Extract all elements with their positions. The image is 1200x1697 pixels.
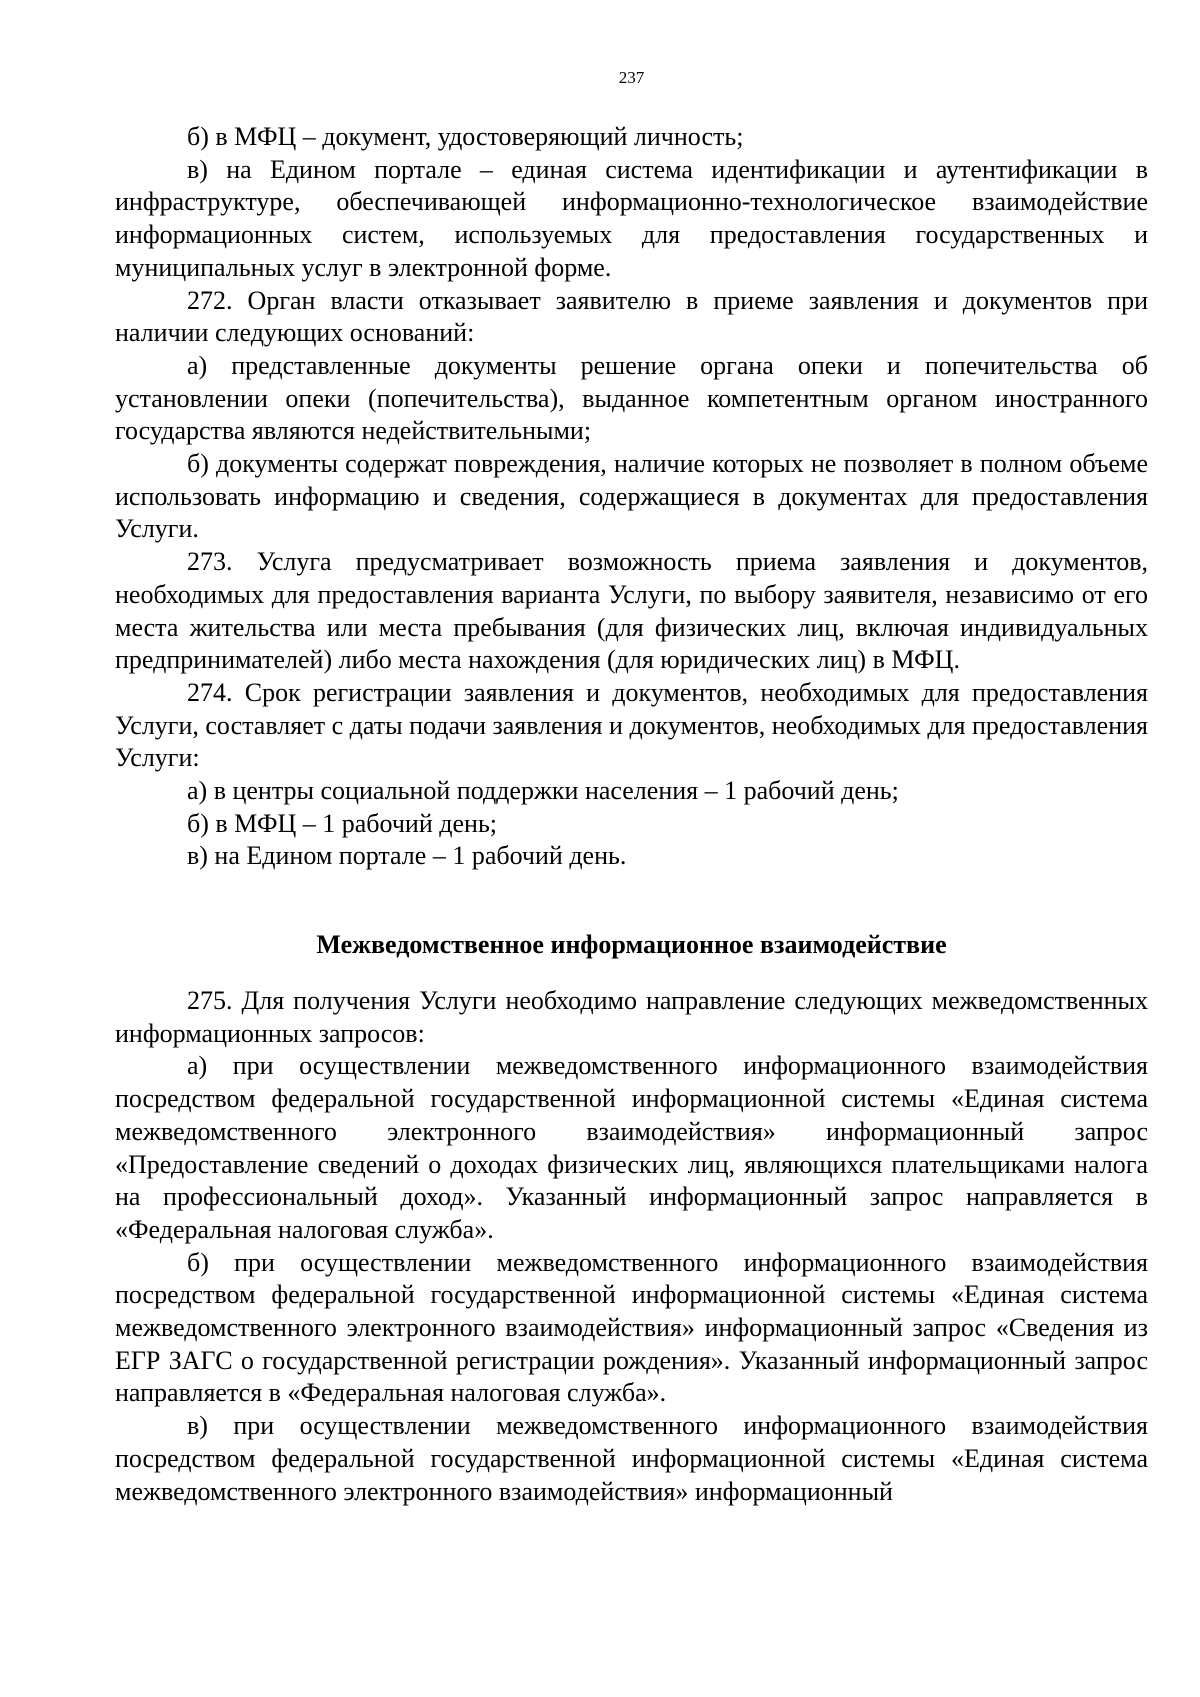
paragraph: б) при осуществлении межведомственного информационного взаимодействия посредством федеральной государственной информационной системы «Единая система межведомственного электронного взаимодействия» информационный запрос «Сведения из ЕГР ЗАГС о государственной регистрации рождения». Указанный информационный запрос направляется в «Федеральная налоговая служба». [115, 1247, 1148, 1408]
paragraph: 275. Для получения Услуги необходимо направление следующих межведомственных информационных запросов: [115, 986, 1148, 1048]
text-block-top [115, 121, 1148, 873]
text-block-bottom [115, 985, 1148, 1508]
paragraph: а) в центры социальной поддержки населения – 1 рабочий день; [187, 776, 899, 806]
paragraph: в) на Едином портале – 1 рабочий день. [187, 841, 627, 871]
paragraph: а) представленные документы решение органа опеки и попечительства об установлении опеки (попечительства), выданное компетентным органом иностранного государства являются недействительными; [115, 350, 1148, 446]
paragraph: б) документы содержат повреждения, наличие которых не позволяет в полном объеме использовать информацию и сведения, содержащиеся в документах для предоставления Услуги. [115, 449, 1148, 544]
section-heading: Межведомственное информационное взаимодействие [316, 930, 947, 959]
paragraph: б) в МФЦ – 1 рабочий день; [187, 808, 498, 838]
paragraph: а) при осуществлении межведомственного информационного взаимодействия посредством федеральной государственной информационной системы «Единая система межведомственного электронного взаимодействия» информационный запрос «Предоставление сведений о доходах физических лиц, являющихся плательщиками налога на профессиональный доход». Указанный информационный запрос направляется в «Федеральная налоговая служба». [115, 1051, 1148, 1244]
paragraph: 273. Услуга предусматривает возможность приема заявления и документов, необходимых для предоставления варианта Услуги, по выбору заявителя, независимо от его места жительства или места пребывания (для физических лиц, включая индивидуальных предпринимателей) либо места нахождения (для юридических лиц) в МФЦ. [115, 547, 1148, 675]
paragraph: в) на Едином портале – единая система идентификации и аутентификации в инфраструктуре, обеспечивающей информационно-технологическое взаимодействие информационных систем, используемых для предоставления государственных и муниципальных услуг в электронной форме. [115, 154, 1148, 282]
page-number: 237 [618, 68, 645, 87]
paragraph: 274. Срок регистрации заявления и документов, необходимых для предоставления Услуги, составляет с даты подачи заявления и документов, необходимых для предоставления Услуги: [115, 677, 1148, 773]
paragraph: 272. Орган власти отказывает заявителю в приеме заявления и документов при наличии следующих оснований: [115, 285, 1148, 348]
paragraph: б) в МФЦ – документ, удостоверяющий личность; [187, 122, 744, 151]
paragraph: в) при осуществлении межведомственного информационного взаимодействия посредством федеральной государственной информационной системы «Единая система межведомственного электронного взаимодействия» информационный [115, 1411, 1148, 1506]
